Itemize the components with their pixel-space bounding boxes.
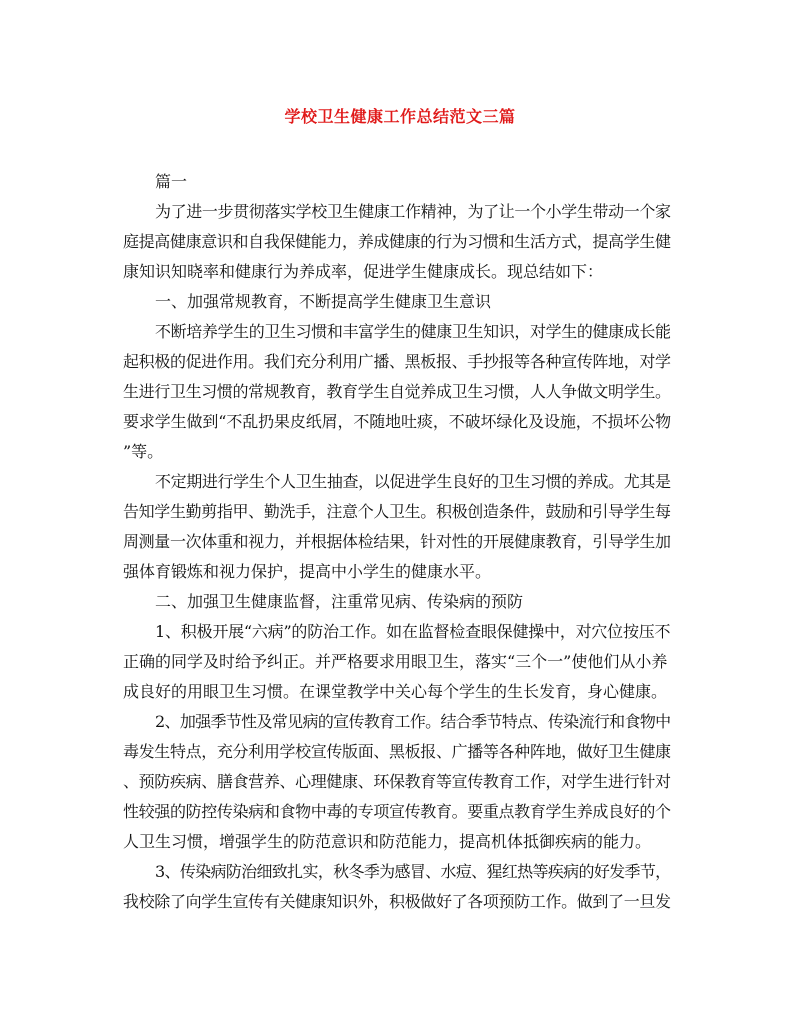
text-line: 1、积极开展“六病”的防治工作。如在监督检查眼保健操中，对穴位按压不 — [155, 622, 671, 641]
text-line: 、预防疾病、膳食营养、心理健康、环保教育等宣传教育工作，对学生进行针对 — [123, 772, 671, 791]
text-line: 周测量一次体重和视力，并根据体检结果，针对性的开展健康教育，引导学生加 — [123, 532, 671, 551]
text-line: 我校除了向学生宣传有关健康知识外，积极做好了各项预防工作。做到了一旦发 — [123, 892, 671, 911]
text-line: 不断培养学生的卫生习惯和丰富学生的健康卫生知识，对学生的健康成长能 — [155, 322, 671, 341]
text-line: 为了进一步贯彻落实学校卫生健康工作精神，为了让一个小学生带动一个家 — [155, 202, 671, 221]
text-line: 强体育锻炼和视力保护，提高中小学生的健康水平。 — [123, 562, 492, 581]
document-title: 学校卫生健康工作总结范文三篇 — [284, 107, 516, 126]
text-line: 成良好的用眼卫生习惯。在课堂教学中关心每个学生的生长发育，身心健康。 — [123, 682, 668, 701]
text-line: 3、传染病防治细致扎实，秋冬季为感冒、水痘、猩红热等疾病的好发季节， — [155, 862, 671, 881]
text-line: 人卫生习惯，增强学生的防范意识和防范能力，提高机体抵御疾病的能力。 — [123, 832, 652, 851]
text-line: 不定期进行学生个人卫生抽查，以促进学生良好的卫生习惯的养成。尤其是 — [155, 472, 671, 491]
text-line: 一、加强常规教育，不断提高学生健康卫生意识 — [155, 292, 492, 311]
text-line: 二、加强卫生健康监督，注重常见病、传染病的预防 — [155, 592, 524, 611]
text-line: 起积极的促进作用。我们充分利用广播、黑板报、手抄报等各种宣传阵地，对学 — [123, 352, 671, 371]
text-line: 毒发生特点，充分利用学校宣传版面、黑板报、广播等各种阵地，做好卫生健康 — [123, 742, 671, 761]
text-line: 告知学生勤剪指甲、勤洗手，注意个人卫生。积极创造条件，鼓励和引导学生每 — [123, 502, 671, 521]
document-body — [123, 167, 671, 917]
text-line: 康知识知晓率和健康行为养成率，促进学生健康成长。现总结如下： — [123, 262, 604, 281]
text-line: 生进行卫生习惯的常规教育，教育学生自觉养成卫生习惯，人人争做文明学生。 — [123, 382, 671, 401]
text-line: 性较强的防控传染病和食物中毒的专项宣传教育。要重点教育学生养成良好的个 — [123, 802, 671, 821]
text-line: 正确的同学及时给予纠正。并严格要求用眼卫生，落实“三个一”使他们从小养 — [123, 652, 668, 671]
text-line: 篇一 — [155, 172, 188, 191]
text-line: ”等。 — [123, 442, 164, 461]
text-line: 庭提高健康意识和自我保健能力，养成健康的行为习惯和生活方式，提高学生健 — [123, 232, 671, 251]
text-line: 2、加强季节性及常见病的宣传教育工作。结合季节特点、传染流行和食物中 — [155, 712, 671, 731]
text-line: 要求学生做到“不乱扔果皮纸屑，不随地吐痰，不破坏绿化及设施，不损坏公物 — [123, 412, 672, 431]
